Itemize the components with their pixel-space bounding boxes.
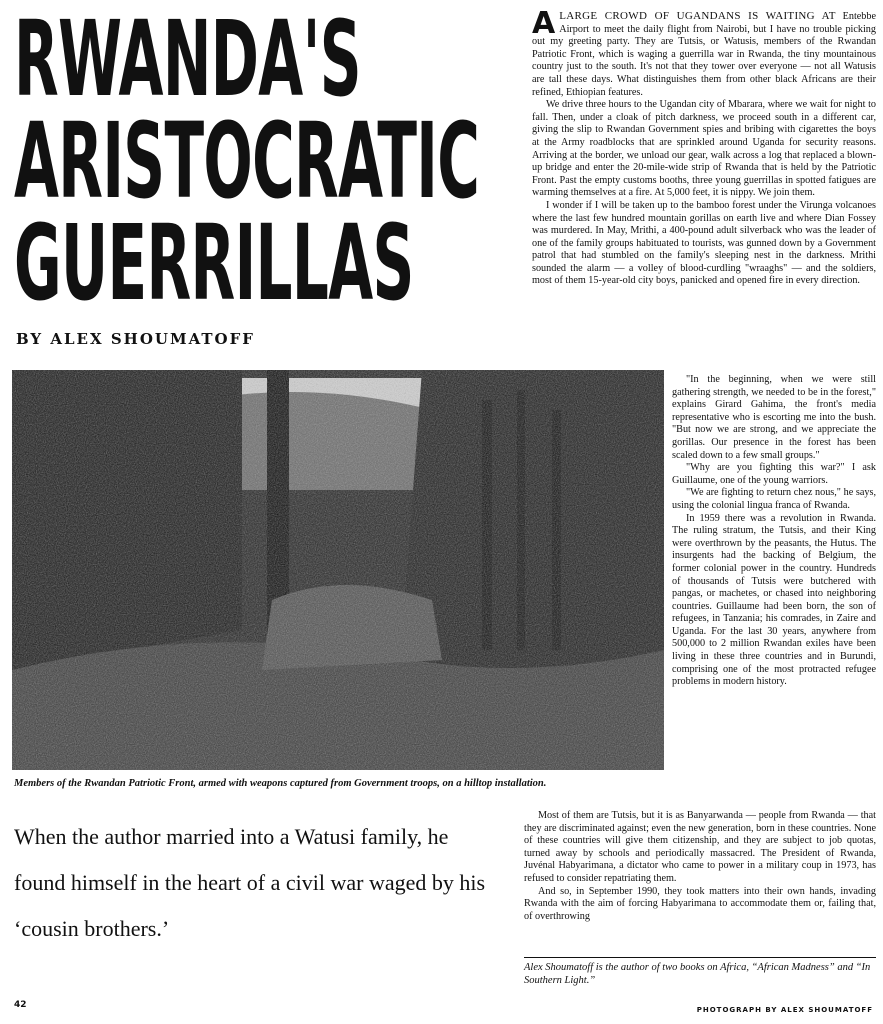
byline: BY ALEX SHOUMATOFF: [16, 330, 255, 348]
article-paragraph: And so, in September 1990, they took matters into their own hands, invading Rwanda with the aim of forcing Habyarimana to accommodate them or, failing that, of overthrowing: [524, 885, 876, 922]
drop-cap: A: [532, 6, 556, 41]
article-paragraph: [532, 6, 877, 99]
headline: [14, 0, 480, 324]
page-number: 42: [14, 1000, 27, 1010]
article-paragraph: "Why are you fighting this war?" I ask Guillaume, one of the young warriors.: [672, 462, 876, 486]
photo-caption: Members of the Rwandan Patriotic Front, armed with weapons captured from Government troops, on a hilltop installation.: [14, 778, 547, 789]
article-body-side: [672, 374, 876, 689]
article-paragraph: In 1959 there was a revolution in Rwanda. The ruling stratum, the Tutsis, and their King were overthrown by the peasants, the Hutus. The insurgents had the backing of Belgium, the former colonial power in the country. Hundreds of thousands of Tutsis were butchered with pangas, or machetes, or chased into neighboring countries. Guillaume had been born, the son of refugees, in Tanzania; his comrades, in Zaire and Uganda. For the last 30 years, anywhere from 500,000 to 2 million Rwandan exiles have been living in these three countries and in Burundi, comprising one of the most protracted refugee problems in modern history.: [672, 512, 876, 688]
article-paragraph: I wonder if I will be taken up to the bamboo forest under the Virunga volcanoes where the last few hundred mountain gorillas on earth live and where Dian Fossey was murdered. In May, Mrithi, a 400-pound adult silverback who was the leader of one of the family groups habituated to tourists, was gunned down by a Government patrol that had stumbled on the family's sleeping nest in the darkness. Mrithi sounded the alarm — a volley of blood-curdling "wraaghs" — and the soldiers, most of them 15-year-old city boys, panicked and opened fire in every direction.: [532, 199, 876, 287]
divider: [524, 957, 876, 958]
photo-credit: PHOTOGRAPH BY ALEX SHOUMATOFF: [696, 1006, 873, 1014]
lead-in-caps: LARGE CROWD OF UGANDANS IS WAITING AT: [559, 10, 836, 22]
headline-line-2: ARISTOCRATIC: [14, 100, 480, 222]
paragraph-text: Entebbe Airport to meet the daily flight from Nairobi, but I have no trouble picking out my greeting party. They are Tutsis, or Watusis, members of the Rwandan Patriotic Front, which is waging a guerrilla war in Rwanda, the tiny mountainous country just to the south. It's not that they tower over everyone — not all Watusis are tall these days. What distinguishes them from other black Africans are their refined, Ethiopian features.: [532, 11, 877, 98]
article-body-bottom: [524, 810, 876, 923]
guerrilla-photo: [12, 370, 664, 770]
article-body-top: [532, 6, 877, 288]
deck-text: When the author married into a Watusi family, he found himself in the heart of a civil war waged by his ‘cousin brothers.’: [14, 824, 486, 941]
headline-line-1: RWANDA'S: [14, 0, 361, 120]
author-note: Alex Shoumatoff is the author of two books on Africa, “African Madness” and “In Southern Light.”: [524, 962, 871, 986]
article-paragraph: "In the beginning, when we were still gathering strength, we needed to be in the forest," explains Girard Gahima, the front's media representative who is escorting me into the bush. "But now we are strong, and we appreciate the gorillas. Our presence in the forest has been scaled down to a few small groups.": [672, 374, 876, 461]
article-paragraph: "We are fighting to return chez nous," he says, using the colonial lingua franca of Rwanda.: [672, 487, 876, 511]
article-paragraph: Most of them are Tutsis, but it is as Banyarwanda — people from Rwanda — that they are discriminated against; even the new generation, born in these countries. None of these countries will give them citizenship, and they are subject to job quotas, turned away by schools and periodically massacred. The President of Rwanda, Juvénal Habyarimana, a dictator who came to power in a military coup in 1973, has refused to consider repatriating them.: [524, 810, 876, 884]
headline-line-3: GUERRILLAS: [14, 202, 414, 324]
forest-hilltop-image: [12, 370, 664, 770]
article-paragraph: We drive three hours to the Ugandan city of Mbarara, where we wait for night to fall. Then, under a cloak of pitch darkness, we proceed south in a different car, giving the slip to Rwandan Government spies and bribing with cigarettes the boys at the Army roadblocks that are sprinkled around Uganda for security reasons. Arriving at the border, we unload our gear, walk across a log that replaced a blown-up bridge and enter the 20-mile-wide strip of Rwanda that is held by the Patriotic Front. Past the empty customs booths, three young guerrillas in spotted fatigues are warming themselves at a fire. At 5,000 feet, it is nippy. We join them.: [532, 99, 876, 199]
